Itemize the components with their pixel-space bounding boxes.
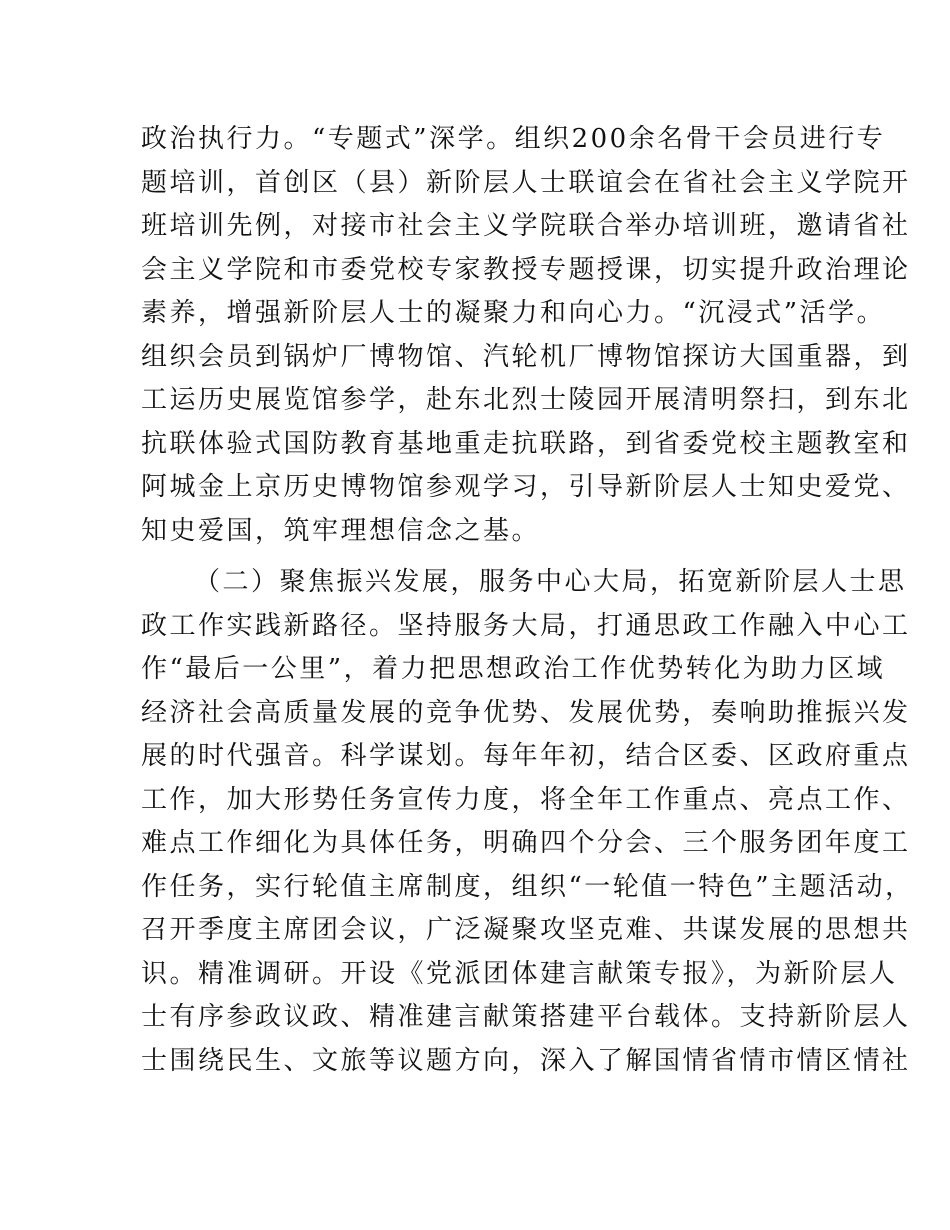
text-line: 组织会员到锅炉厂博物馆、汽轮机厂博物馆探访大国重器，到 [141, 342, 911, 372]
text-line: 识。精准调研。开设《党派团体建言献策专报》，为新阶层人 [141, 959, 898, 989]
text-line: 政治执行力。“专题式”深学。组织200余名骨干会员进行专 [141, 124, 886, 154]
text-line: 作任务，实行轮值主席制度，组织“一轮值一特色”主题活动， [141, 872, 914, 902]
section-heading-line: （二）聚焦振兴发展，服务中心大局，拓宽新阶层人士思 [194, 567, 907, 597]
text-line: 士围绕民生、文旅等议题方向，深入了解国情省情市情区情社 [141, 1046, 911, 1076]
text-line: 知史爱国，筑牢理想信念之基。 [141, 516, 541, 546]
text-line: 工运历史展览馆参学，赴东北烈士陵园开展清明祭扫，到东北 [141, 385, 911, 415]
text-line: 素养，增强新阶层人士的凝聚力和向心力。“沉浸式”活学。 [141, 298, 886, 328]
text-line: 召开季度主席团会议，广泛凝聚攻坚克难、共谋发展的思想共 [141, 915, 911, 945]
text-line: 工作，加大形势任务宣传力度，将全年工作重点、亮点工作、 [141, 785, 911, 815]
text-line: 士有序参政议政、精准建言献策搭建平台载体。支持新阶层人 [141, 1002, 911, 1032]
text-line: 难点工作细化为具体任务，明确四个分会、三个服务团年度工 [141, 828, 911, 858]
text-line: 会主义学院和市委党校专家教授专题授课，切实提升政治理论 [141, 255, 911, 285]
text-line: 展的时代强音。科学谋划。每年年初，结合区委、区政府重点 [141, 741, 911, 771]
text-line: 抗联体验式国防教育基地重走抗联路，到省委党校主题教室和 [141, 429, 911, 459]
text-line: 经济社会高质量发展的竞争优势、发展优势，奏响助推振兴发 [141, 698, 911, 728]
text-line: 题培训，首创区（县）新阶层人士联谊会在省社会主义学院开 [141, 168, 911, 198]
text-line: 政工作实践新路径。坚持服务大局，打通思政工作融入中心工 [141, 611, 911, 641]
text-line: 作“最后一公里”，着力把思想政治工作优势转化为助力区域 [141, 654, 886, 684]
text-line: 阿城金上京历史博物馆参观学习，引导新阶层人士知史爱党、 [141, 472, 911, 502]
text-line: 班培训先例，对接市社会主义学院联合举办培训班，邀请省社 [141, 211, 911, 241]
